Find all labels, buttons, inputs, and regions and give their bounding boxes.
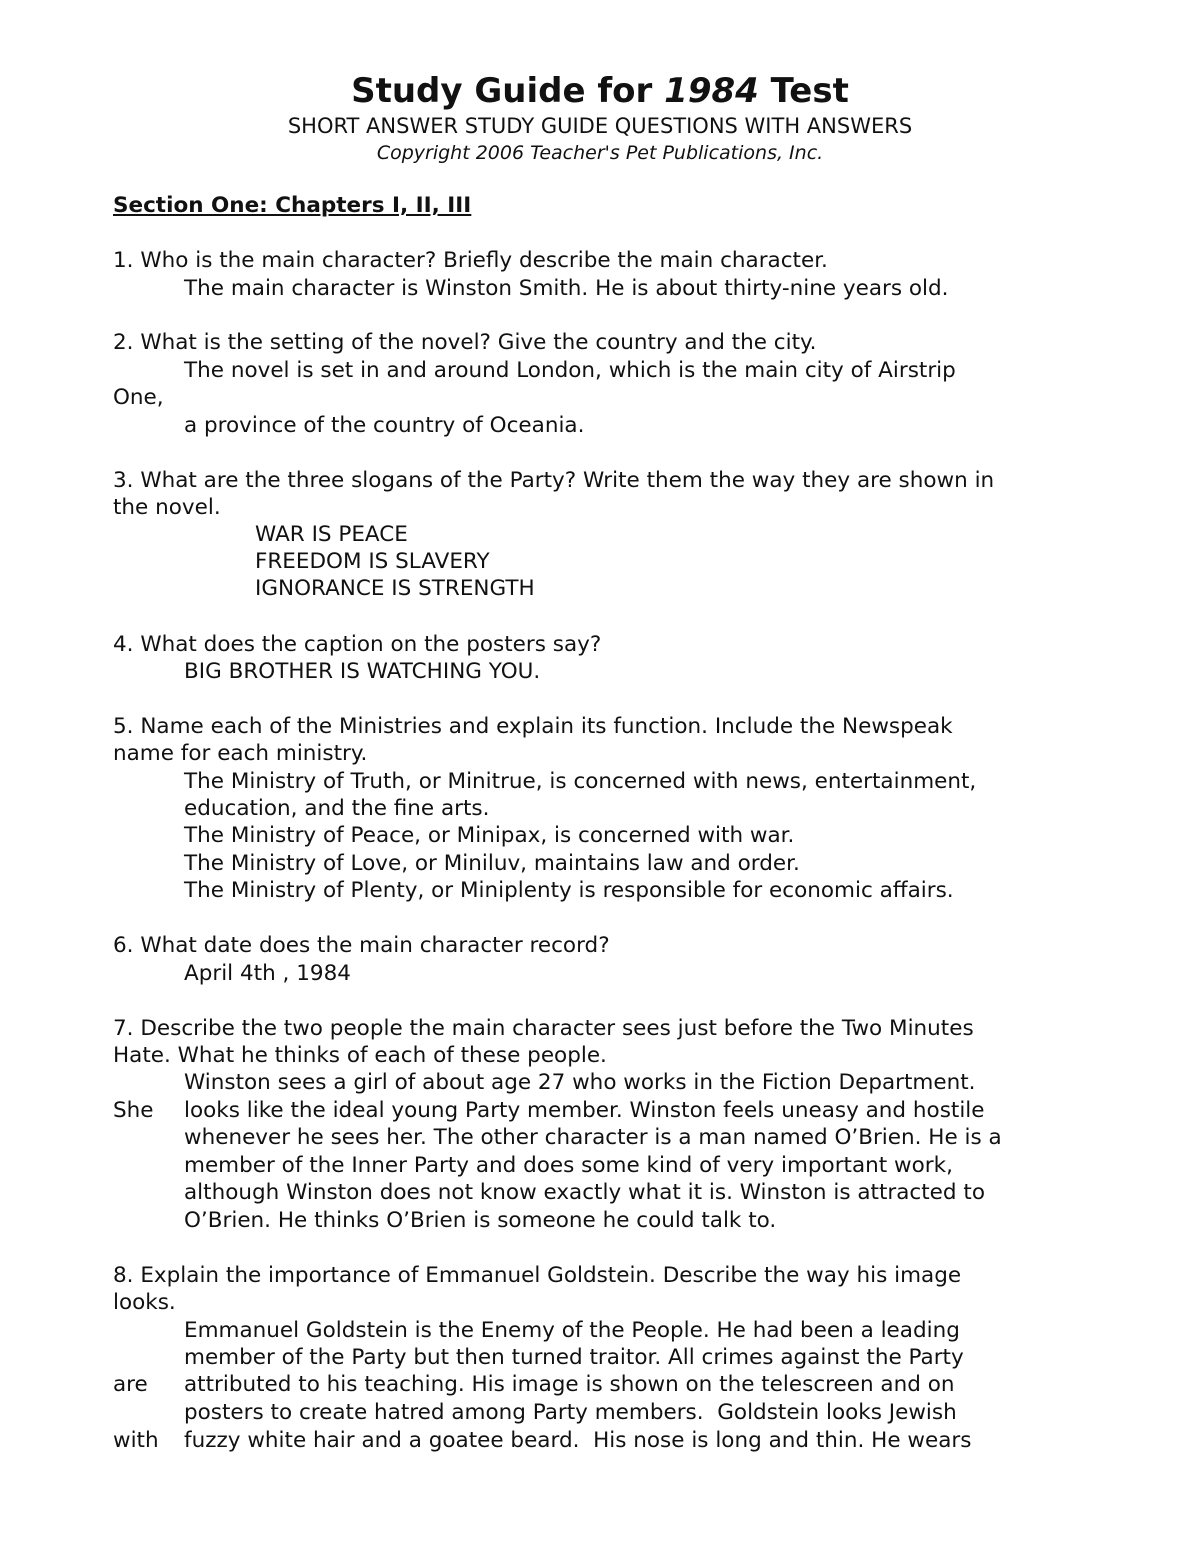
answer-5-line-4: The Ministry of Love, or Miniluv, maintains law and order. bbox=[184, 851, 800, 876]
question-4: 4. What does the caption on the posters say? bbox=[113, 632, 602, 657]
title-book-name: 1984 bbox=[664, 71, 759, 111]
answer-8-line-5: fuzzy white hair and a goatee beard. His nose is long and thin. He wears bbox=[184, 1428, 972, 1453]
section-heading: Section One: Chapters I, II, III bbox=[113, 193, 472, 218]
page-title bbox=[0, 70, 1200, 112]
page-subtitle: SHORT ANSWER STUDY GUIDE QUESTIONS WITH ANSWERS bbox=[287, 114, 913, 138]
answer-4: BIG BROTHER IS WATCHING YOU. bbox=[184, 659, 541, 684]
answer-5-line-1: The Ministry of Truth, or Minitrue, is concerned with news, entertainment, bbox=[184, 769, 977, 794]
slogan-3: IGNORANCE IS STRENGTH bbox=[255, 576, 535, 601]
answer-2-line-1: The novel is set in and around London, which is the main city of Airstrip bbox=[184, 358, 956, 383]
answer-8-margin-word-2: with bbox=[113, 1428, 159, 1453]
question-5-line-1: 5. Name each of the Ministries and explain its function. Include the Newspeak bbox=[113, 714, 953, 739]
answer-7-line-6: O’Brien. He thinks O’Brien is someone he could talk to. bbox=[184, 1208, 777, 1233]
question-5-line-2: name for each ministry. bbox=[113, 741, 368, 766]
answer-8-line-3: attributed to his teaching. His image is shown on the telescreen and on bbox=[184, 1372, 955, 1397]
answer-7-line-4: member of the Inner Party and does some kind of very important work, bbox=[184, 1153, 953, 1178]
question-8-line-1: 8. Explain the importance of Emmanuel Goldstein. Describe the way his image bbox=[113, 1263, 962, 1288]
answer-8-margin-word-1: are bbox=[113, 1372, 148, 1397]
answer-7-line-3: whenever he sees her. The other character is a man named O’Brien. He is a bbox=[184, 1125, 1002, 1150]
question-3-line-2: the novel. bbox=[113, 495, 221, 520]
answer-7-margin-word: She bbox=[113, 1098, 154, 1123]
answer-5-line-5: The Ministry of Plenty, or Miniplenty is responsible for economic affairs. bbox=[184, 878, 954, 903]
question-3-line-1: 3. What are the three slogans of the Party? Write them the way they are shown in bbox=[113, 468, 995, 493]
question-6: 6. What date does the main character record? bbox=[113, 933, 610, 958]
answer-8-line-1: Emmanuel Goldstein is the Enemy of the People. He had been a leading bbox=[184, 1318, 960, 1343]
copyright-notice: Copyright 2006 Teacher's Pet Publications, Inc. bbox=[376, 142, 824, 164]
title-prefix: Study Guide for bbox=[351, 71, 665, 111]
question-1: 1. Who is the main character? Briefly describe the main character. bbox=[113, 248, 828, 273]
answer-8-line-4: posters to create hatred among Party members. Goldstein looks Jewish bbox=[184, 1400, 957, 1425]
answer-7-line-5: although Winston does not know exactly what it is. Winston is attracted to bbox=[184, 1180, 985, 1205]
answer-7-line-1: Winston sees a girl of about age 27 who works in the Fiction Department. bbox=[184, 1070, 976, 1095]
question-2: 2. What is the setting of the novel? Give the country and the city. bbox=[113, 330, 817, 355]
title-suffix: Test bbox=[758, 71, 849, 111]
answer-8-line-2: member of the Party but then turned traitor. All crimes against the Party bbox=[184, 1345, 964, 1370]
answer-6: April 4th , 1984 bbox=[184, 961, 351, 986]
answer-2-line-2: a province of the country of Oceania. bbox=[184, 413, 585, 438]
question-8-line-2: looks. bbox=[113, 1290, 176, 1315]
slogan-1: WAR IS PEACE bbox=[255, 522, 408, 547]
question-7-line-2: Hate. What he thinks of each of these people. bbox=[113, 1043, 607, 1068]
answer-1: The main character is Winston Smith. He is about thirty-nine years old. bbox=[184, 276, 949, 301]
answer-5-line-3: The Ministry of Peace, or Minipax, is concerned with war. bbox=[184, 823, 795, 848]
answer-5-line-2: education, and the fine arts. bbox=[184, 796, 490, 821]
answer-7-line-2: looks like the ideal young Party member. Winston feels uneasy and hostile bbox=[184, 1098, 985, 1123]
answer-2-wrap: One, bbox=[113, 385, 164, 410]
question-7-line-1: 7. Describe the two people the main character sees just before the Two Minutes bbox=[113, 1016, 974, 1041]
slogan-2: FREEDOM IS SLAVERY bbox=[255, 549, 490, 574]
